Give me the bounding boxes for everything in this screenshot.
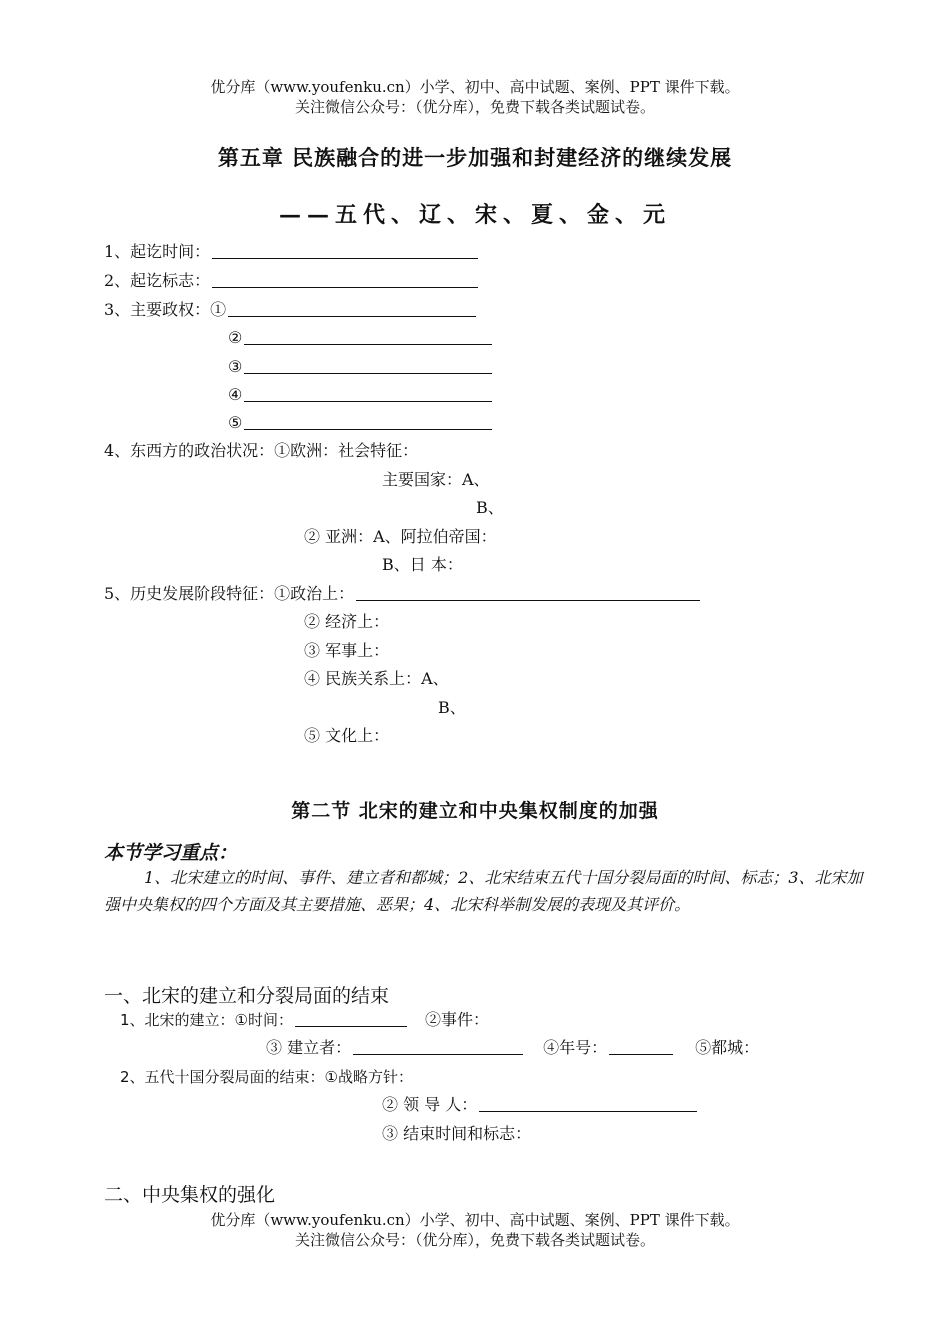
q3-blank-3[interactable] [244,358,492,374]
founder-label: ③ 建立者： [266,1038,352,1057]
overview-q4-countries-a: 主要国家：A、 [382,470,490,489]
q3-4-label: ④ [228,385,243,404]
part2-heading: 二、中央集权的强化 [104,1184,276,1206]
header-line-2: 关注微信公众号：（优分库），免费下载各类试题试卷。 [294,98,655,116]
q1-blank[interactable] [212,243,478,259]
header-line-1: 优分库（www.youfenku.cn）小学、初中、高中试题、案例、PPT 课件下载。 [210,78,740,96]
part1-heading: 一、北宋的建立和分裂局面的结束 [104,985,390,1007]
part1-row1 [120,1010,489,1030]
footer-line-2: 关注微信公众号：（优分库），免费下载各类试题试卷。 [294,1231,655,1249]
overview-q4-japan: B、日 本： [382,555,463,574]
overview-q4: 4、东西方的政治状况：①欧洲：社会特征： [104,441,419,460]
overview-q2 [104,271,478,291]
part1-row5: ③ 结束时间和标志： [382,1124,532,1143]
overview-q3-3 [228,357,492,377]
founding-time-blank[interactable] [295,1011,407,1027]
founder-blank[interactable] [353,1039,523,1055]
overview-q5-5: ⑤ 文化上： [304,726,390,745]
unification-label: 2、五代十国分裂局面的结束：①战略方针： [120,1068,413,1086]
focus-text: 1、北宋建立的时间、事件、建立者和都城；2、北宋结束五代十国分裂局面的时间、标志；3、北宋加强中央集权的四个方面及其主要措施、恶果；4、北宋科举制发展的表现及其评价。 [104,868,863,914]
overview-q3-5 [228,413,492,433]
q3-blank-5[interactable] [244,414,492,430]
overview-q3-2 [228,328,492,348]
q1-label: 1、起讫时间： [104,242,211,261]
leader-blank[interactable] [479,1096,697,1112]
era-blank[interactable] [609,1039,673,1055]
overview-q5-4: ④ 民族关系上：A、 [304,669,449,688]
overview-q5-4b: B、 [438,698,466,717]
part1-row2 [266,1038,759,1058]
overview-q4-asia: ② 亚洲：A、阿拉伯帝国： [304,527,497,546]
capital-label: ⑤都城： [695,1038,760,1057]
q3-blank-2[interactable] [244,329,492,345]
overview-q3-4 [228,385,492,405]
footer-line-1: 优分库（www.youfenku.cn）小学、初中、高中试题、案例、PPT 课件下载。 [210,1211,740,1229]
section-title: 第二节 北宋的建立和中央集权制度的加强 [291,800,659,822]
q3-blank-4[interactable] [244,386,492,402]
overview-q3 [104,300,476,320]
q3-3-label: ③ [228,357,243,376]
overview-q5-2: ② 经济上： [304,612,390,631]
q3-blank-1[interactable] [228,301,476,317]
overview-q4-countries-b: B、 [476,498,504,517]
chapter-subtitle: ——五代、辽、宋、夏、金、元 [278,202,671,228]
leader-label: ② 领 导 人： [382,1095,478,1114]
q2-label: 2、起讫标志： [104,271,211,290]
q5-label: 5、历史发展阶段特征：①政治上： [104,584,355,603]
chapter-title: 第五章 民族融合的进一步加强和封建经济的继续发展 [217,145,733,170]
q5-blank[interactable] [356,585,700,601]
overview-q1 [104,242,478,262]
q3-2-label: ② [228,328,243,347]
founding-event-label: ②事件： [425,1010,490,1029]
founding-label: 1、北宋的建立：①时间： [120,1011,293,1029]
q3-5-label: ⑤ [228,413,243,432]
part1-row4 [382,1095,697,1115]
q2-blank[interactable] [212,272,478,288]
q3-label: 3、主要政权：① [104,300,227,319]
focus-heading: 本节学习重点： [104,842,238,864]
part1-row3 [120,1067,413,1087]
overview-q5 [104,584,700,604]
overview-q5-3: ③ 军事上： [304,641,390,660]
era-label: ④年号： [543,1038,608,1057]
